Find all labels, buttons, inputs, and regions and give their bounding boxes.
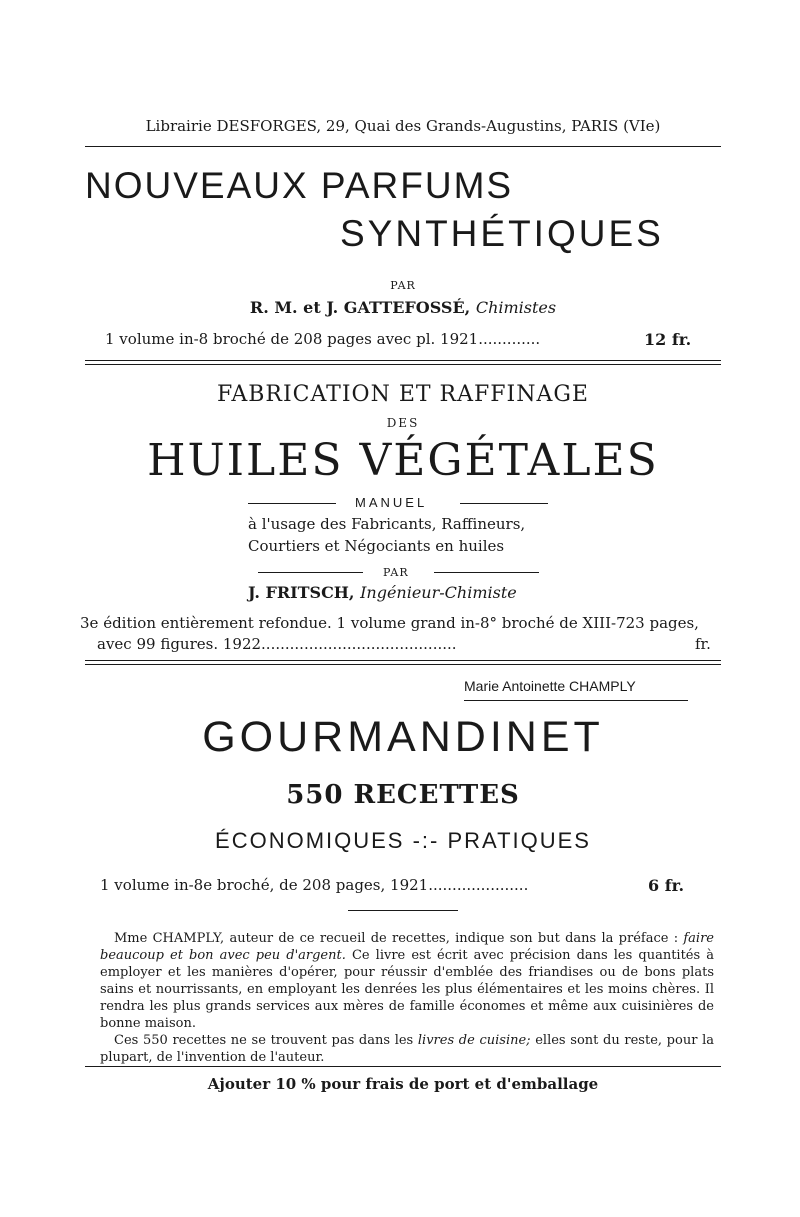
book1-title-line2: SYNTHÉTIQUES	[340, 213, 664, 254]
book3-para1-italic: faire beaucoup et bon avec peu d'argent.	[100, 931, 715, 963]
book2-edition-line1: 3e édition entièrement refondue. 1 volume grand in-8° broché de XIII-723 pages,	[80, 614, 699, 632]
book3-author-underline	[464, 700, 688, 701]
book2-author	[248, 583, 517, 602]
book1-price: 12 fr.	[644, 330, 692, 349]
book1-volume: 1 volume in-8 broché de 208 pages avec pl. 1921.............	[105, 330, 541, 348]
book3-author: Marie Antoinette CHAMPLY	[464, 678, 636, 694]
book1-rule-bottom	[85, 364, 721, 365]
book3-para1-b: Ce livre est écrit avec précision dans les quantités à employer et les manières d'opérer, pour réussir d'emblée des friandises ou de bons plats sains et nourrissants, en employant les denrées les plus élémentaires et les moins chères. Il rendra les plus grands services aux mères de famille économes et même aux cuisinières de bonne maison.	[100, 948, 715, 1031]
book3-para2	[100, 1032, 714, 1066]
book2-rule-top	[85, 660, 721, 661]
book1-par: PAR	[390, 279, 416, 292]
book3-price: 6 fr.	[648, 876, 685, 895]
book3-para2-italic: livres de cuisine;	[417, 1033, 531, 1048]
book1-rule-top	[85, 360, 721, 361]
book2-usage-line2: Courtiers et Négociants en huiles	[248, 537, 505, 555]
par-right-rule	[434, 572, 539, 573]
book2-manuel: MANUEL	[355, 495, 428, 510]
book2-par: PAR	[383, 566, 409, 579]
manuel-right-rule	[460, 503, 548, 504]
book3-short-rule	[348, 910, 458, 911]
book1-authors	[85, 298, 721, 317]
shipping-note: Ajouter 10 % pour frais de port et d'emballage	[207, 1075, 599, 1093]
book2-title-line1: FABRICATION ET RAFFINAGE	[217, 382, 589, 407]
book3-volume: 1 volume in-8e broché, de 208 pages, 1921.....................	[100, 876, 529, 894]
publisher-line: Librairie DESFORGES, 29, Quai des Grands-Augustins, PARIS (VIe)	[145, 117, 661, 135]
book2-price: fr.	[695, 635, 711, 653]
book1-title-line1: NOUVEAUX PARFUMS	[85, 165, 514, 206]
book1-authors-role: Chimistes	[475, 298, 557, 317]
book3-para1-a: Mme CHAMPLY, auteur de ce recueil de recettes, indique son but dans la préface :	[114, 931, 679, 946]
book2-edition-line2: avec 99 figures. 1922.........................................	[97, 635, 457, 653]
footer-rule	[85, 1066, 721, 1067]
book2-title-main: HUILES VÉGÉTALES	[147, 435, 659, 486]
book2-usage-line1: à l'usage des Fabricants, Raffineurs,	[248, 515, 526, 533]
book3-para2-b: elles sont du reste, pour la plupart, de l'invention de l'auteur.	[100, 1033, 714, 1065]
book3-subtitle: 550 RECETTES	[286, 780, 520, 810]
book2-rule-bottom	[85, 664, 721, 665]
header-rule	[85, 146, 721, 147]
book2-author-name: J. FRITSCH,	[248, 583, 355, 602]
book3-description	[100, 930, 714, 1066]
book3-subtitle2: ÉCONOMIQUES -:- PRATIQUES	[215, 828, 591, 853]
book3-title: GOURMANDINET	[202, 713, 604, 761]
par-left-rule	[258, 572, 363, 573]
book2-title-des: DES	[386, 416, 420, 430]
book1-authors-names: R. M. et J. GATTEFOSSÉ,	[249, 298, 471, 317]
book3-para2-a: Ces 550 recettes ne se trouvent pas dans les	[114, 1033, 414, 1048]
manuel-left-rule	[248, 503, 336, 504]
book3-para1	[100, 930, 714, 1032]
book2-author-role: Ingénieur-Chimiste	[360, 583, 517, 602]
